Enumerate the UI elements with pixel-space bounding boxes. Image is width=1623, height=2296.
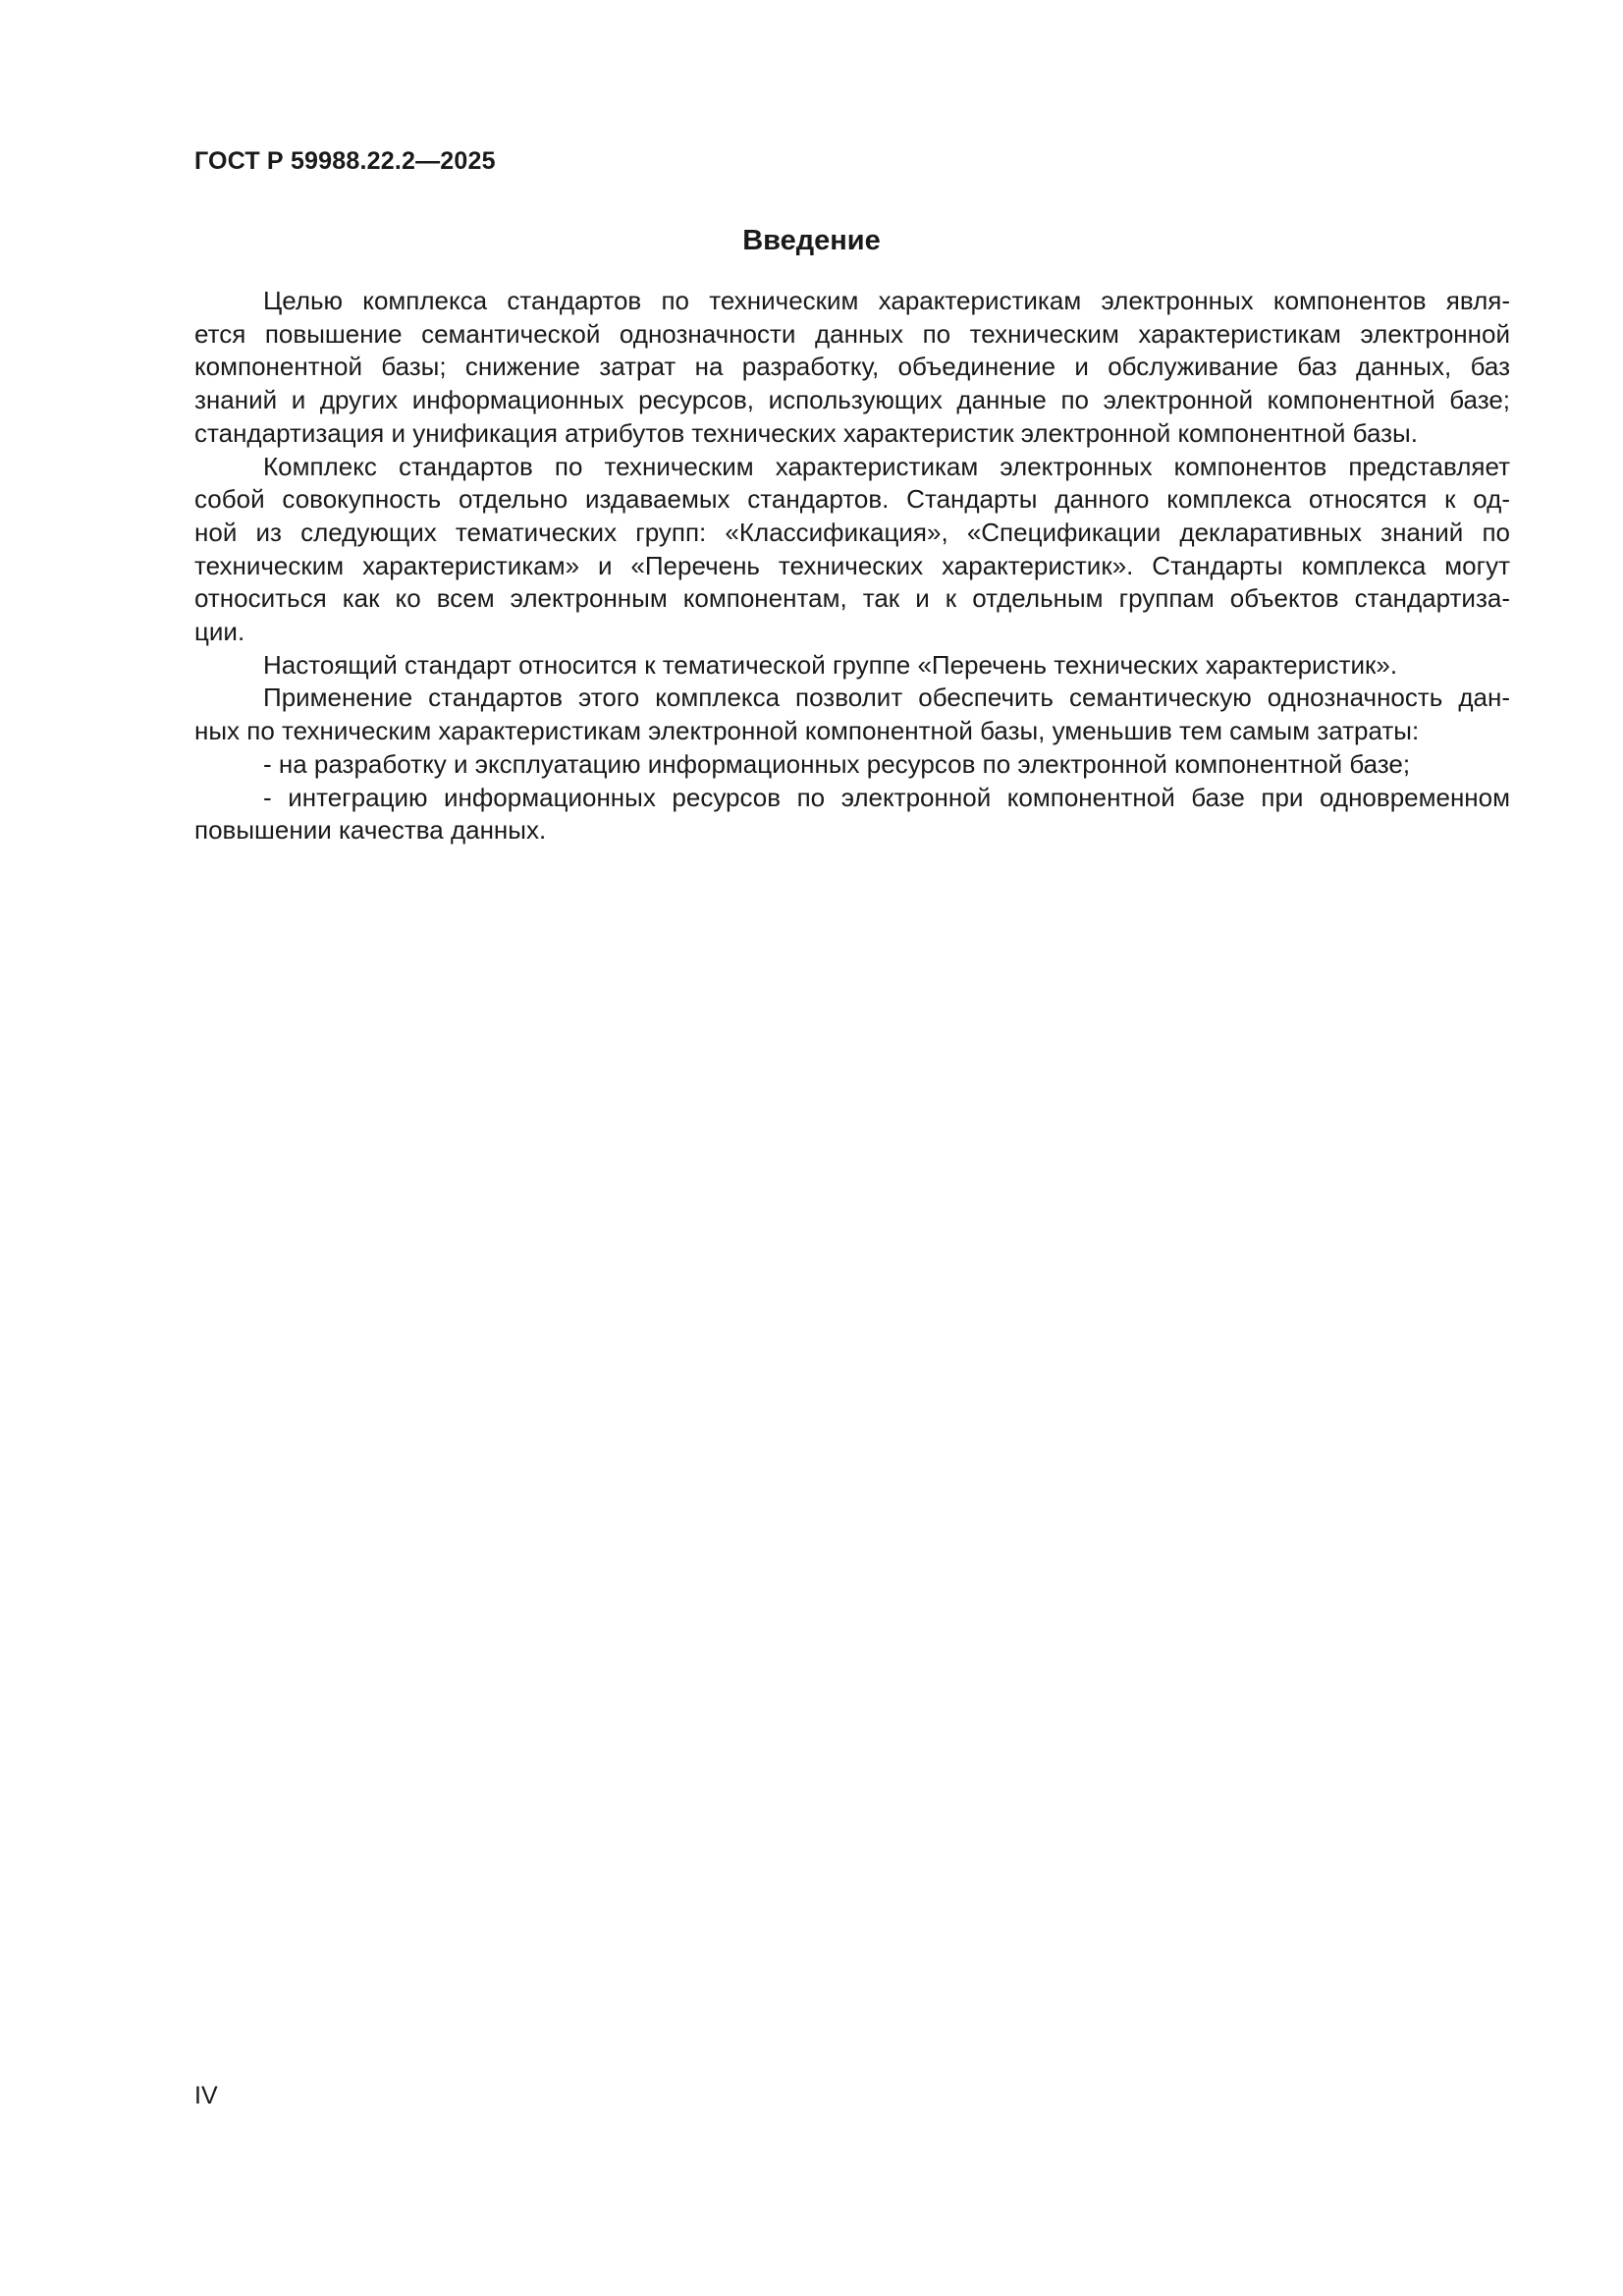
- text-line: ции.: [194, 617, 245, 647]
- text-line: Комплекс стандартов по техническим характеристикам электронных компонентов представляет: [263, 451, 1510, 481]
- text-line: техническим характеристикам» и «Перечень технических характеристик». Стандарты комплекса могут: [194, 550, 1510, 580]
- paragraph-2: [194, 451, 1510, 649]
- document-code-header: ГОСТ Р 59988.22.2—2025: [194, 147, 496, 175]
- introduction-body: [194, 285, 1510, 847]
- text-line: относиться как ко всем электронным компонентам, так и к отдельным группам объектов стандартиза-: [194, 583, 1510, 614]
- page-number: IV: [194, 2082, 218, 2109]
- paragraph-1: [194, 285, 1510, 451]
- section-title: Введение: [742, 225, 881, 256]
- text-line: Применение стандартов этого комплекса позволит обеспечить семантическую однозначность дан-: [263, 683, 1510, 713]
- text-line: компонентной базы; снижение затрат на разработку, объединение и обслуживание баз данных, баз: [194, 352, 1510, 382]
- text-line: знаний и других информационных ресурсов, использующих данные по электронной компонентной базе;: [194, 385, 1510, 415]
- list-item: [194, 782, 1510, 847]
- text-line: ных по техническим характеристикам электронной компонентной базы, уменьшив тем самым затраты:: [194, 716, 1420, 746]
- text-line: Настоящий стандарт относится к тематической группе «Перечень технических характеристик».: [263, 649, 1398, 680]
- text-line: повышении качества данных.: [194, 815, 547, 846]
- text-line: ется повышение семантической однозначности данных по техническим характеристикам электронной: [194, 318, 1510, 349]
- paragraph-3: [194, 649, 1510, 683]
- text-line: - интеграцию информационных ресурсов по электронной компонентной базе при одновременном: [263, 782, 1510, 812]
- text-line: стандартизация и унификация атрибутов технических характеристик электронной компонентной базы.: [194, 417, 1418, 448]
- text-line: Целью комплекса стандартов по техническим характеристикам электронных компонентов явля-: [263, 286, 1510, 315]
- text-line: ной из следующих тематических групп: «Классификация», «Спецификации декларативных знаний по: [194, 517, 1510, 547]
- paragraph-4: [194, 682, 1510, 747]
- text-line: - на разработку и эксплуатацию информационных ресурсов по электронной компонентной базе;: [263, 748, 1411, 779]
- text-line: собой совокупность отдельно издаваемых стандартов. Стандарты данного комплекса относятся к од-: [194, 484, 1510, 515]
- list-item: [194, 748, 1510, 782]
